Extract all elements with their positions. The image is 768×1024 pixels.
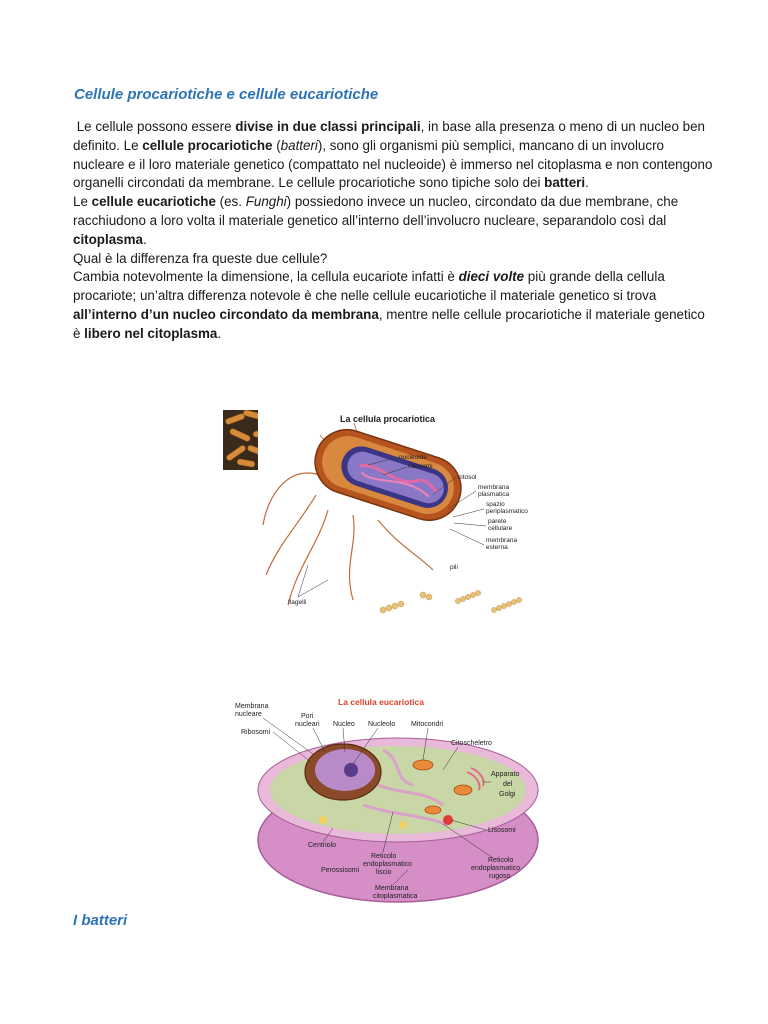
label-rel-3: liscio	[376, 869, 392, 876]
label-rer-1: Reticolo	[488, 857, 514, 864]
label-nucleo: Nucleo	[333, 721, 355, 728]
prokaryote-title: La cellula procariotica	[340, 414, 436, 424]
paragraph-2: Le cellule eucariotiche (es. Funghi) possiedono invece un nucleo, circondato da due membrane, che racchiudono a loro volta il materiale genetico all’interno dell’involucro nucleare, separandolo così dal citoplasma.	[73, 194, 679, 247]
prokaryote-diagram	[258, 405, 533, 623]
eukaryote-title: La cellula eucariotica	[338, 697, 424, 707]
label-parete-1: parete	[488, 518, 507, 525]
label-flagelli: flagelli	[288, 599, 307, 606]
label-spazio-2: periplasmatico	[486, 508, 528, 515]
eukaryote-diagram	[233, 690, 543, 910]
label-pili: pili	[450, 564, 458, 571]
label-spazio-1: spazio	[486, 501, 505, 508]
label-rel-2: endoplasmatico	[363, 861, 413, 868]
label-parete-2: cellulare	[488, 525, 513, 532]
label-nucleoide: nucleoide	[399, 454, 427, 461]
label-citosol: citosol	[458, 474, 477, 481]
label-ribosomi: ribosomi	[408, 463, 433, 470]
label-lisosomi: Lisosomi	[488, 827, 516, 834]
label-ribosomi: Ribosomi	[241, 729, 271, 736]
label-golgi-3: Golgi	[499, 791, 516, 798]
label-membrana-plasmatica-2: plasmatica	[478, 491, 510, 498]
label-centriolo: Centriolo	[308, 842, 337, 849]
label-membrana-plasmatica-1: membrana	[478, 484, 510, 491]
label-perossisomi: Perossisomi	[321, 867, 360, 874]
label-pori-2: nucleari	[295, 721, 320, 728]
eukaryote-figure	[233, 690, 543, 910]
paragraph-4: Cambia notevolmente la dimensione, la cellula eucariote infatti è dieci volte più grande della cellula procariote; un’altra differenza notevole è che nelle cellule eucariotiche il materiale genetico si trova all’interno d’un nucleo circondato da membrana, mentre nelle cellule procariotiche il materiale genetico è libero nel citoplasma.	[73, 269, 705, 341]
label-membrana-cito-1: Membrana	[375, 885, 409, 892]
label-membrana-esterna-2: esterna	[486, 544, 508, 551]
label-rer-3: rugoso	[489, 873, 511, 880]
label-membrana-nucleare-1: Membrana	[235, 703, 269, 710]
label-rer-2: endoplasmatico	[471, 865, 521, 872]
paragraph-1: Le cellule possono essere divise in due classi principali, in base alla presenza o meno di un nucleo ben definito. Le cellule procariotiche (batteri), sono gli organismi più semplici, mancano di un involucro nucleare e il loro materiale genetico (compattato nel nucleoide) è immerso nel citoplasma e non contengono organelli circondati da membrane. Le cellule procariotiche sono tipiche solo dei batteri.	[73, 119, 713, 191]
sub-heading: I batteri	[73, 912, 128, 929]
label-nucleolo: Nucleolo	[368, 721, 396, 728]
label-golgi-1: Apparato	[491, 771, 520, 778]
label-golgi-2: del	[503, 781, 513, 788]
section-heading: Cellule procariotiche e cellule eucariotiche	[74, 86, 379, 103]
label-pori-1: Pori	[301, 713, 314, 720]
label-citoscheletro: Citoscheletro	[451, 740, 492, 747]
label-mitocondri: Mitocondri	[411, 721, 444, 728]
label-rel-1: Reticolo	[371, 853, 397, 860]
label-membrana-esterna-1: membrana	[486, 537, 518, 544]
label-membrana-nucleare-2: nucleare	[235, 711, 262, 718]
prokaryote-figure	[258, 405, 533, 623]
paragraph-3: Qual è la differenza fra queste due cellule?	[73, 250, 328, 266]
label-membrana-cito-2: citoplasmatica	[373, 893, 418, 900]
body-text	[73, 118, 713, 344]
